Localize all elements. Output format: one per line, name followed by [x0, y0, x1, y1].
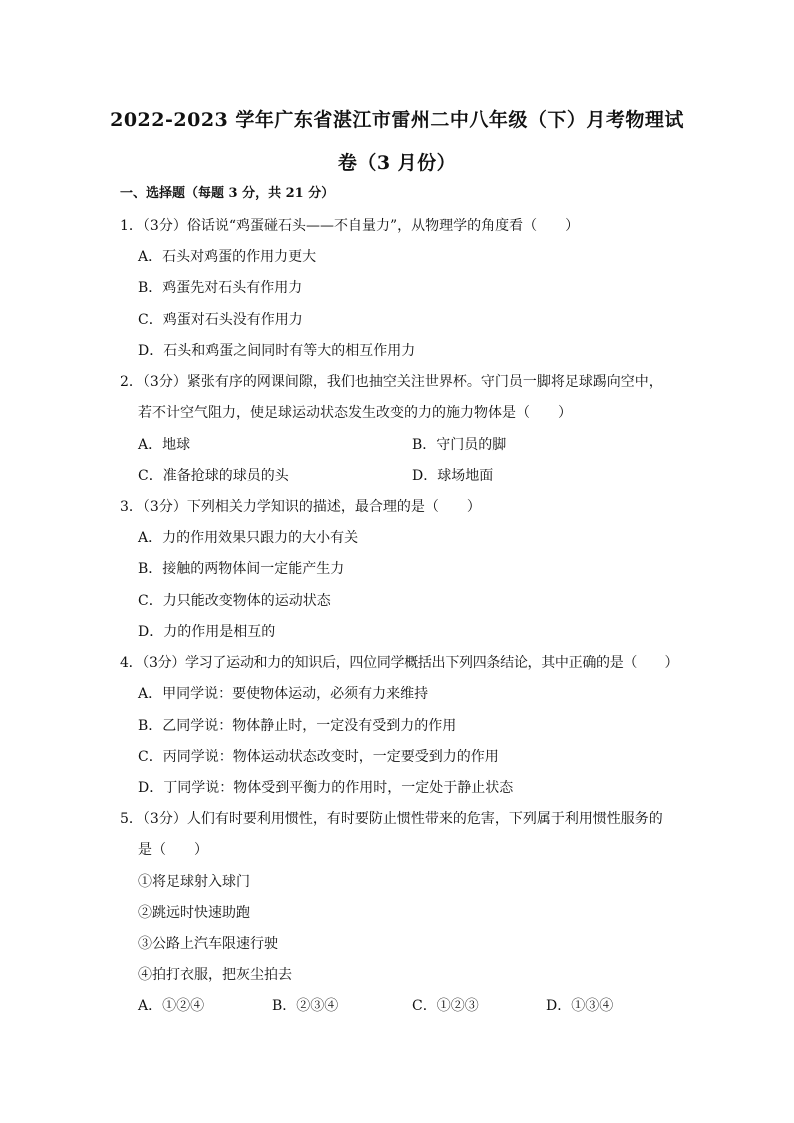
question-2-stem-line1: 2．（3分）紧张有序的网课间隙，我们也抽空关注世界杯。守门员一脚将足球踢向空中， — [120, 374, 663, 390]
question-4-option-d: D．丁同学说：物体受到平衡力的作用时，一定处于静止状态 — [138, 780, 514, 796]
question-4-stem: 4．（3分）学习了运动和力的知识后，四位同学概括出下列四条结论，其中正确的是（ ） — [120, 655, 679, 671]
question-2-stem-line2: 若不计空气阻力，使足球运动状态发生改变的力的施力物体是（ ） — [138, 405, 572, 421]
question-5-option-c: C．①②③ — [412, 998, 479, 1014]
question-5-item-1: ①将足球射入球门 — [138, 874, 250, 890]
question-5-item-3: ③公路上汽车限速行驶 — [138, 936, 278, 952]
section-heading: 一、选择题（每题 3 分，共 21 分） — [120, 186, 335, 201]
question-5-stem-line1: 5．（3分）人们有时要利用惯性，有时要防止惯性带来的危害，下列属于利用惯性服务的 — [120, 811, 663, 827]
question-2-option-a: A．地球 — [138, 437, 191, 453]
exam-title-line1: 2022-2023 学年广东省湛江市雷州二中八年级（下）月考物理试 — [110, 109, 684, 131]
question-5-item-2: ②跳远时快速助跑 — [138, 905, 250, 921]
question-5-option-a: A．①②④ — [138, 998, 205, 1014]
question-2-option-b: B．守门员的脚 — [412, 437, 507, 453]
question-4-option-c: C．丙同学说：物体运动状态改变时，一定要受到力的作用 — [138, 749, 499, 765]
question-3-option-a: A．力的作用效果只跟力的大小有关 — [138, 530, 359, 546]
question-1-option-a: A．石头对鸡蛋的作用力更大 — [138, 249, 317, 265]
question-2-option-c: C．准备抢球的球员的头 — [138, 468, 289, 484]
question-3-option-b: B．接触的两物体间一定能产生力 — [138, 561, 345, 577]
question-4-option-b: B．乙同学说：物体静止时，一定没有受到力的作用 — [138, 718, 457, 734]
exam-title-line2: 卷（3 月份） — [337, 152, 457, 174]
question-1-option-b: B．鸡蛋先对石头有作用力 — [138, 280, 303, 296]
question-5-stem-line2: 是（ ） — [138, 842, 208, 858]
question-3-stem: 3．（3分）下列相关力学知识的描述，最合理的是（ ） — [120, 499, 481, 515]
question-3-option-d: D．力的作用是相互的 — [138, 624, 276, 640]
question-5-option-b: B．②③④ — [272, 998, 339, 1014]
question-2-option-d: D．球场地面 — [412, 468, 494, 484]
question-3-option-c: C．力只能改变物体的运动状态 — [138, 593, 331, 609]
question-5-item-4: ④拍打衣服，把灰尘拍去 — [138, 967, 292, 983]
question-5-option-d: D．①③④ — [546, 998, 614, 1014]
question-1-option-d: D．石头和鸡蛋之间同时有等大的相互作用力 — [138, 343, 416, 359]
question-4-option-a: A．甲同学说：要使物体运动，必须有力来维持 — [138, 686, 429, 702]
question-1-stem: 1．（3分）俗话说“鸡蛋碰石头——不自量力”，从物理学的角度看（ ） — [120, 218, 580, 234]
question-1-option-c: C．鸡蛋对石头没有作用力 — [138, 312, 303, 328]
